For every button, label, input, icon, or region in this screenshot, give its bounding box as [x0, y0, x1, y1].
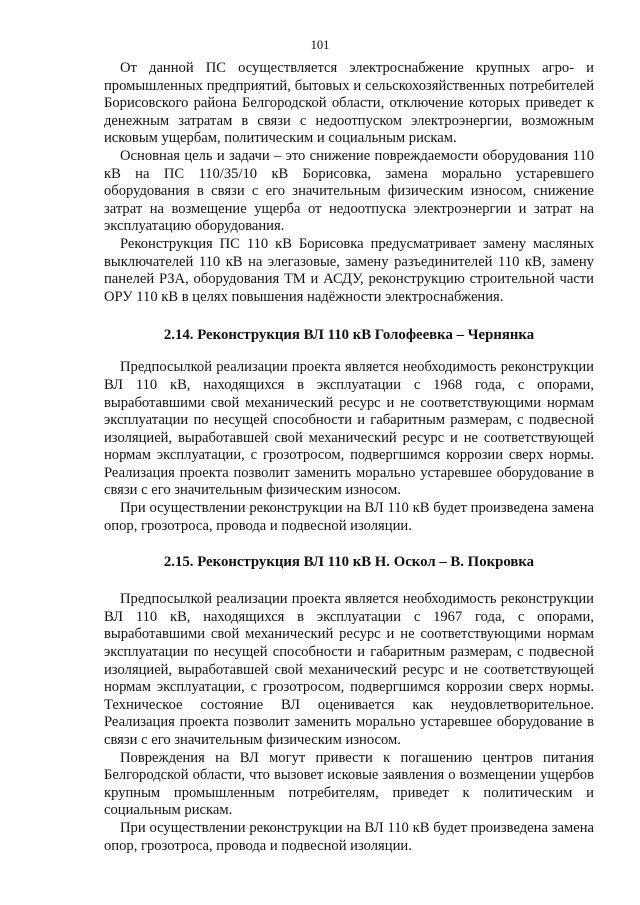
intro-paragraph-3: Реконструкция ПС 110 кВ Борисовка предусматривает замену масляных выключателей 110 кВ на элегазовые, замену разъединителей 110 кВ, замену панелей РЗА, оборудования ТМ и АСДУ, реконструкцию строительной части ОРУ 110 кВ в целях повышения надёжности электроснабжения.: [104, 235, 594, 305]
page-number: 101: [310, 38, 330, 52]
intro-paragraph-1: От данной ПС осуществляется электроснабжение крупных агро- и промышленных предприятий, бытовых и сельскохозяйственных потребителей Борисовского района Белгородской области, отключение которых приведет к денежным затратам в связи с недоотпуском электроэнергии, возможным исковым ущербам, политическим и социальным рискам.: [104, 60, 594, 147]
section-2-15-heading: 2.15. Реконструкция ВЛ 110 кВ Н. Оскол – В. Покровка: [163, 554, 535, 571]
section-2-14-paragraph-2: При осуществлении реконструкции на ВЛ 110 кВ будет произведена замена опор, грозотроса, провода и подвесной изоляции.: [104, 500, 594, 534]
document-body: [104, 60, 594, 855]
section-2-14-heading: 2.14. Реконструкция ВЛ 110 кВ Голофеевка – Чернянка: [163, 327, 535, 344]
section-2-15-paragraph-2: Повреждения на ВЛ могут привести к погашению центров питания Белгородской области, что вызовет исковые заявления о возмещении ущербов крупным промышленным потребителям, приведет к политическим и социальным рискам.: [104, 749, 594, 819]
section-2-15-paragraph-3: При осуществлении реконструкции на ВЛ 110 кВ будет произведена замена опор, грозотроса, провода и подвесной изоляции.: [104, 819, 594, 854]
section-2-15-paragraph-1: Предпосылкой реализации проекта является необходимость реконструкции ВЛ 110 кВ, находящихся в эксплуатации с 1967 года, с опорами, выработавшими свой механический ресурс и не соответствующими нормам эксплуатации по несущей способности и габаритным размерам, с подвесной изоляцией, выработавшей свой механический ресурс и не соответствующей нормам эксплуатации, с грозотросом, подвергшимся коррозии сверх нормы. Техническое состояние ВЛ оценивается как неудовлетворительное. Реализация проекта позволит заменить морально устаревшее оборудование в связи с его значительным физическим износом.: [104, 591, 594, 748]
intro-paragraph-2: Основная цель и задачи – это снижение повреждаемости оборудования 110 кВ на ПС 110/35/10 кВ Борисовка, замена морально устаревшего оборудования в связи с его значительным физическим износом, снижение затрат на возмещение ущерба от недоотпуска электроэнергии и затрат на эксплуатацию оборудования.: [104, 147, 594, 235]
section-2-14-paragraph-1: Предпосылкой реализации проекта является необходимость реконструкции ВЛ 110 кВ, находящихся в эксплуатации с 1968 года, с опорами, выработавшими свой механический ресурс и не соответствующими нормам эксплуатации по несущей способности и габаритным размерам, с подвесной изоляцией, выработавшей свой механический ресурс и не соответствующей нормам эксплуатации, с грозотросом, подвергшимся коррозии сверх нормы. Реализация проекта позволит заменить морально устаревшее оборудование в связи с его значительным физическим износом.: [104, 359, 594, 499]
